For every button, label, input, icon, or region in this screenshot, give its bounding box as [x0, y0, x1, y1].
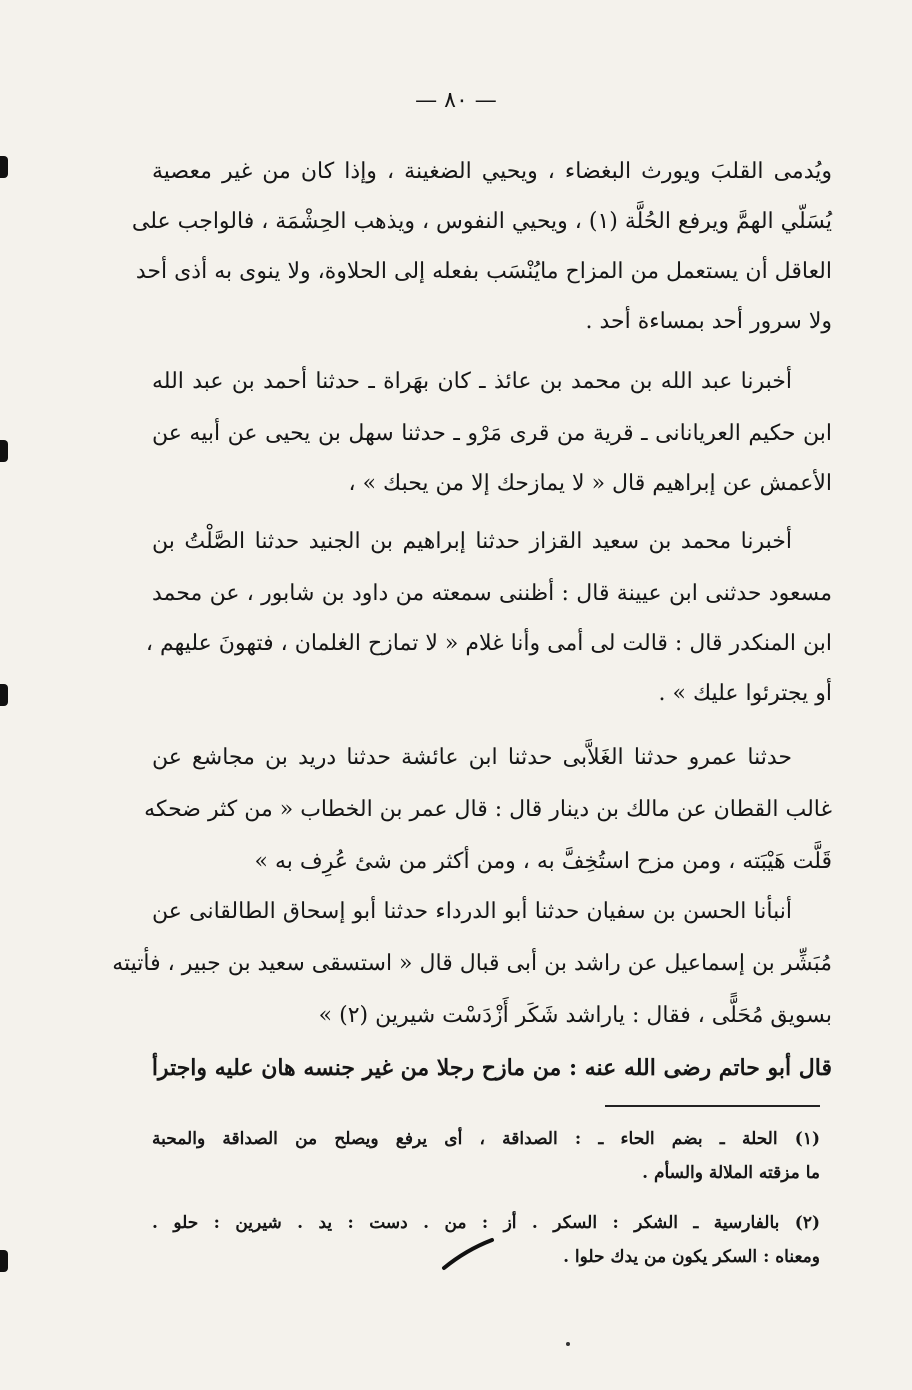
footnote-separator — [605, 1105, 820, 1107]
edge-mark — [0, 156, 8, 178]
text-line: أخبرنا عبد الله بن محمد بن عائذ ـ كان بهَراة ـ حدثنا أحمد بن عبد الله — [152, 369, 792, 394]
text-line: ويُدمى القلبَ ويورث البغضاء ، ويحيي الضغينة ، وإذا كان من غير معصية — [152, 159, 832, 184]
footnote-line: ومعناه : السكر يكون من يدك حلوا . — [563, 1247, 820, 1267]
text-line: يُسَلّي الهمَّ ويرفع الحُلَّة (١) ، ويحيي النفوس ، ويذهب الحِشْمَة ، فالواجب على — [131, 209, 832, 234]
text-line: بسويق مُحَلًّى ، فقال : ياراشد شَكَر أَزْدَسْت شيرين (٢) » — [318, 1003, 832, 1028]
text-line: العاقل أن يستعمل من المزاح مايُنْسَب بفعله إلى الحلاوة، ولا ينوى به أذى أحد — [135, 259, 832, 284]
text-line: الأعمش عن إبراهيم قال « لا يمازحك إلا من يحبك » ، — [348, 471, 832, 496]
text-line: مسعود حدثنى ابن عيينة قال : أظننى سمعته من داود بن شابور ، عن محمد — [152, 581, 832, 606]
text-line: ابن حكيم العريانانى ـ قرية من قرى مَرْو ـ حدثنا سهل بن يحيى عن أبيه عن — [152, 421, 832, 446]
page-number: — ٨٠ — — [415, 88, 497, 113]
text-line: ابن المنكدر قال : قالت لى أمى وأنا غلام « لا تمازح الغلمان ، فتهونَ عليهم ، — [145, 631, 832, 656]
text-line: أنبأنا الحسن بن سفيان حدثنا أبو الدرداء حدثنا أبو إسحاق الطالقانى عن — [152, 899, 792, 924]
text-line: أخبرنا محمد بن سعيد القزاز حدثنا إبراهيم بن الجنيد حدثنا الصَّلْتُ بن — [152, 529, 792, 554]
main-text — [112, 0, 832, 1100]
pen-stroke-mark — [440, 1234, 500, 1274]
text-line: أو يجترئوا عليك » . — [658, 681, 832, 706]
text-line: قَلَّت هَيْبَته ، ومن مزح استُخِفَّ به ، ومن أكثر من شئ عُرِف به » — [254, 849, 832, 874]
text-line: ولا سرور أحد بمساءة أحد . — [585, 309, 832, 334]
edge-mark — [0, 684, 8, 706]
text-line: مُبَشِّر بن إسماعيل عن راشد بن أبى قبال قال « استسقى سعيد بن جبير ، فأتيته — [112, 951, 832, 976]
text-line: قال أبو حاتم رضى الله عنه : من مازح رجلا من غير جنسه هان عليه واجترأ — [151, 1055, 832, 1081]
edge-mark — [0, 1250, 8, 1272]
text-line: حدثنا عمرو حدثنا الغَلاَّبى حدثنا ابن عائشة حدثنا دريد بن مجاشع عن — [152, 745, 792, 770]
speck — [566, 1342, 570, 1346]
edge-mark — [0, 440, 8, 462]
text-line: غالب القطان عن مالك بن دينار قال : قال عمر بن الخطاب « من كثر ضحكه — [144, 797, 832, 822]
footnote-line: (٢) بالفارسية ـ الشكر : السكر . أز : من . دست : يد . شيرين : حلو . — [152, 1213, 820, 1233]
footnote-line: ما مزقته الملالة والسأم . — [642, 1163, 820, 1183]
footnote-line: (١) الحلة ـ بضم الحاء ـ : الصداقة ، أى يرفع ويصلح من الصداقة والمحبة — [152, 1129, 820, 1149]
